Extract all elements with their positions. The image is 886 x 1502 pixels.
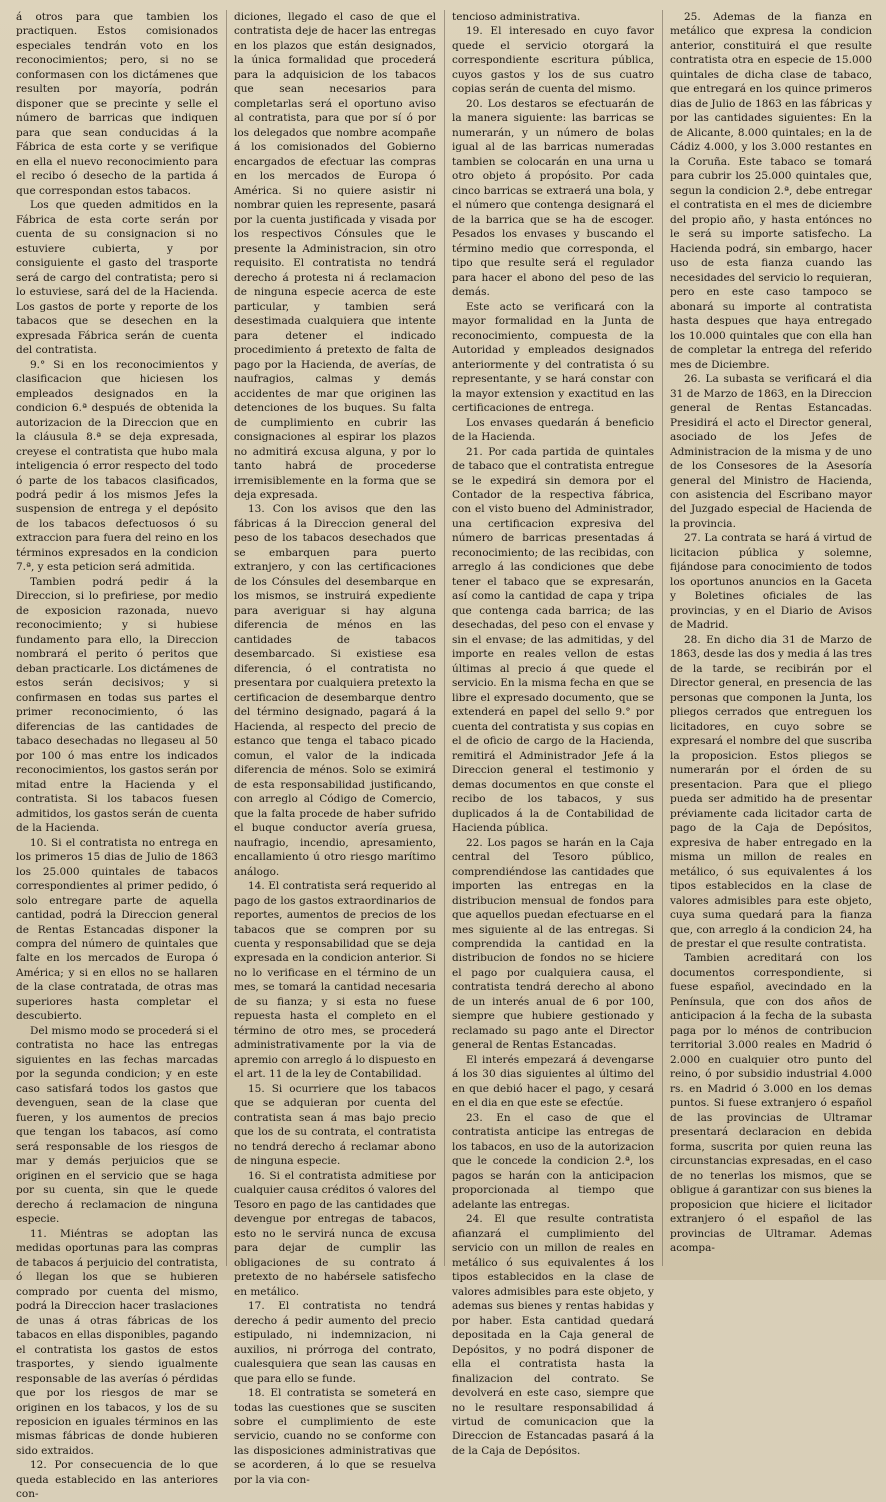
paragraph: 27. La contrata se hará á virtud de licitacion pública y solemne, fijándose para conocimiento de todos los oportunos anuncios en la Gaceta y Boletines oficiales de las provincias, y en el Diario de Avisos de Madrid. [670, 532, 872, 632]
column-2 [226, 10, 436, 1486]
paragraph: Este acto se verificará con la mayor formalidad en la Junta de reconocimiento, compuesta de la Autoridad y empleados designados anteriormente y del contratista ó su representante, y se hará constar con la mayor extension y exactitud en las certificaciones de entrega. [452, 300, 654, 415]
paragraph: 26. La subasta se verificará el dia 31 de Marzo de 1863, en la Direccion general de Rentas Estancadas. Presidirá el acto el Director general, asociado de los Jefes de Administracion de la misma y de uno de los Consesores de la Asesoría general del Ministro de Hacienda, con asistencia del Escribano mayor del Juzgado especial de Hacienda de la provincia. [670, 373, 872, 530]
paragraph: Los que queden admitidos en la Fábrica de esta corte serán por cuenta de su consignacion si no estuviere cubierta, y por consiguiente el gasto del trasporte será de cargo del contratista; pero si lo estuviese, sará del de la Hacienda. Los gastos de porte y reporte de los tabacos que se desechen en la expresada Fábrica serán de cuenta del contratista. [16, 199, 218, 357]
paragraph: 19. El interesado en cuyo favor quede el servicio otorgará la correspondiente escritura pública, cuyos gastos y los de sus cuatro copias serán de cuenta del mismo. [452, 25, 654, 96]
paragraph: 23. En el caso de que el contratista anticipe las entregas de los tabacos, en uso de la autorizacion que le concede la condicion 2.ª, los pagos se harán con la anticipacion proporcionada al tiempo que adelante las entregas. [452, 1111, 654, 1211]
paragraph: 17. El contratista no tendrá derecho á pedir aumento del precio estipulado, ni indemnizacion, ni auxilios, ni prórroga del contrato, cualesquiera que sean las causas en que para ello se funde. [234, 1300, 436, 1385]
paragraph: á otros para que tambien los practiquen. Estos comisionados especiales tendrán voto en los reconocimientos; pero, si no se conformasen con los dictámenes que resulten por mayoría, podrán disponer que se precinte y selle el número de barricas que indiquen para que sean conducidas á la Fábrica de esta corte y se verifique en ella el nuevo reconocimiento para el recibo ó desecho de la partida á que correspondan estos tabacos. [16, 11, 218, 197]
paragraph: 22. Los pagos se harán en la Caja central del Tesoro público, comprendiéndose las cantidades que importen las entregas en la distribucion mensual de fondos para que aquellos puedan efectuarse en el mes siguiente al de las entregas. Si comprendida la cantidad en la distribucion de fondos no se hiciere el pago por cualquiera causa, el contratista tendrá derecho al abono de un interés anual de 6 por 100, siempre que hubiere gestionado y reclamado su pago ante el Director general de Rentas Estancadas. [452, 836, 654, 1052]
paragraph: Del mismo modo se procederá si el contratista no hace las entregas siguientes en las fechas marcadas por la segunda condicion; y en este caso satisfará todos los gastos que devenguen, sean de la clase que fueren, y los aumentos de precios que tengan los tabacos, así como será responsable de los riesgos de mar y demás perjuicios que se originen en el servicio que se haga por su cuenta, sin que le quede derecho á reclamacion de ninguna especie. [16, 1024, 218, 1226]
paragraph: 11. Miéntras se adoptan las medidas oportunas para las compras de tabacos á perjuicio del contratista, ó llegan los que se hubieren comprado por cuenta del mismo, podrá la Direccion hacer traslaciones de unas á otras fábricas de los tabacos en ellas disponibles, pagando el contratista los gastos de estos trasportes, y siendo igualmente responsable de las averías ó pérdidas que por los riesgos de mar se originen en los tabacos, y los de su reposicion en iguales términos en las mismas fábricas de donde hubieren sido extraidos. [16, 1227, 218, 1457]
paragraph: 14. El contratista será requerido al pago de los gastos extraordinarios de reportes, aumentos de precios de los tabacos que se compren por su cuenta y responsabilidad que se deja expresada en la condicion anterior. Si no lo verificase en el término de un mes, se tomará la cantidad necesaria de su fianza; y si esta no fuese repuesta hasta el completo en el término de otro mes, se procederá administrativamente por la via de apremio con arreglo á lo dispuesto en el art. 11 de la ley de Contabilidad. [234, 880, 436, 1081]
paragraph: 10. Si el contratista no entrega en los primeros 15 dias de Julio de 1863 los 25.000 quintales de tabacos correspondientes al primer pedido, ó solo entregare parte de aquella cantidad, podrá la Direccion general de Rentas Estancadas disponer la compra del número de quintales que falte en los mercados de Europa ó América; y si en ellos no se hallaren de la clase contratada, de otras mas superiores hasta completar el descubierto. [16, 836, 218, 1023]
column-4 [662, 10, 872, 1266]
paragraph: 9.° Si en los reconocimientos y clasificacion que hiciesen los empleados designados en la condicion 6.ª después de obtenida la autorizacion de la Direccion que en la cláusula 8.ª se deja expresada, creyese el contratista que hubo mala inteligencia ó error respecto del todo ó parte de los tabacos clasificados, podrá pedir á los mismos Jefes la suspension de entrega y el depósito de los tabacos defectuosos ó su extraccion para fuera del reino en los términos expresados en la condicion 7.ª, y esta peticion será admitida. [16, 358, 218, 574]
column-3 [444, 10, 654, 1457]
paragraph: 18. El contratista se someterá en todas las cuestiones que se susciten sobre el cumplimiento de este servicio, cuando no se conforme con las disposiciones administrativas que se acorderen, á lo que se resuelva por la via con- [234, 1387, 436, 1486]
paragraph: 12. Por consecuencia de lo que queda establecido en las anteriores con- [16, 1459, 218, 1501]
paragraph: Tambien acreditará con los documentos correspondiente, si fuese español, avecindado en la Península, que con dos años de anticipacion á la fecha de la subasta paga por lo ménos de contribucion territorial 3.000 reales en Madrid ó 2.000 en cualquier otro punto del reino, ó por subsidio industrial 4.000 rs. en Madrid ó 3.000 en los demas puntos. Si fuese extranjero ó español de las provincias de Ultramar presentará declaracion en debida forma, suscrita por quien reuna las circunstancias expresadas, en el caso de no tenerlas los mismos, que se obligue á garantizar con sus bienes la proposicion que hiciere el licitador extranjero ó el español de las provincias de Ultramar. Ademas acompa- [670, 952, 872, 1255]
paragraph: 15. Si ocurriere que los tabacos que se adquieran por cuenta del contratista sean á mas bajo precio que los de su contrata, el contratista no tendrá derecho á reclamar abono de ninguna especie. [234, 1082, 436, 1168]
paragraph: diciones, llegado el caso de que el contratista deje de hacer las entregas en los plazos que están designados, la única formalidad que procederá para la adquisicion de los tabacos que sean necesarios para completarlas será el oportuno aviso al contratista, para que por sí ó por los delegados que nombre acompañe á los comisionados del Gobierno encargados de efectuar las compras en los mercados de Europa ó América. Si no quiere asistir ni nombrar quien les represente, pasará por la cuenta justificada y visada por los respectivos Cónsules que le presente la Administracion, sin otro requisito. El contratista no tendrá derecho á protesta ni á reclamacion de ninguna especie acerca de este particular, y tambien será desestimada cualquiera que intente para detener el indicado procedimiento á pretexto de falta de pago por la Hacienda, de averías, de naufragios, calmas y demás accidentes de mar que originen las detenciones de los buques. Su falta de cumplimiento en cubrir las consignaciones al espirar los plazos no admitirá excusa alguna, y por lo tanto habrá de procederse irremisiblemente en la forma que se deja expresada. [234, 11, 436, 501]
paragraph: 21. Por cada partida de quintales de tabaco que el contratista entregue se le expedirá sin demora por el Contador de la respectiva fábrica, con el visto bueno del Administrador, una certificacion expresiva del número de barricas presentadas á reconocimiento; de las recibidas, con arreglo á las condiciones que debe tener el tabaco que se expresarán, así como la cantidad de capa y tripa que contenga cada barrica; de las desechadas, del peso con el envase y sin el envase; de las admitidas, y del importe en reales vellon de estas últimas al precio á que quede el servicio. En la misma fecha en que se libre el expresado documento, que se extenderá en papel del sello 9.° por cuenta del contratista y sus copias en el de oficio de cargo de la Hacienda, remitirá el Administrador Jefe á la Direccion general el testimonio y demas documentos en que conste el recibo de los tabacos, y sus duplicados á la de Contabilidad de Hacienda pública. [452, 445, 654, 835]
paragraph: Tambien podrá pedir á la Direccion, si lo prefiriese, por medio de exposicion razonada, nuevo reconocimiento; y si hubiese fundamento para ello, la Direccion nombrará el perito ó peritos que deban practicarle. Los dictámenes de estos serán decisivos; y si confirmasen en todas sus partes el primer reconocimiento, ó las diferencias de las cantidades de tabaco desechadas no llegaseu al 50 por 100 ó mas entre los indicados reconocimientos, los gastos serán por mitad entre la Hacienda y el contratista. Si los tabacos fuesen admitidos, los gastos serán de cuenta de la Hacienda. [16, 575, 218, 835]
paragraph: 16. Si el contratista admitiese por cualquier causa créditos ó valores del Tesoro en pago de las cantidades que devengue por entregas de tabacos, esto no le servirá nunca de excusa para dejar de cumplir las obligaciones de su contrato á pretexto de no habérsele satisfecho en metálico. [234, 1169, 436, 1298]
paragraph: 20. Los destaros se efectuarán de la manera siguiente: las barricas se numerarán, y un número de bolas igual al de las barricas numeradas tambien se colocarán en una urna u otro objeto á propósito. Por cada cinco barricas se extraerá una bola, y el número que contenga designará el de la barrica que se ha de escoger. Pesados los envases y buscando el término medio que corresponda, el tipo que resulte será el regulador para hacer el abono del peso de las demás. [452, 97, 654, 299]
paragraph: tencioso administrativa. [452, 11, 581, 23]
paragraph: 25. Ademas de la fianza en metálico que expresa la condicion anterior, constituirá el que resulte contratista otra en especie de 15.000 quintales de dicha clase de tabaco, que entregará en los quince primeros dias de Julio de 1863 en las fábricas y por las cantidades siguientes: En la de Alicante, 8.000 quintales; en la de Cádiz 4.000, y los 3.000 restantes en la Coruña. Este tabaco se tomará para cubrir los 25.000 quintales que, segun la condicion 2.ª, debe entregar el contratista en el mes de diciembre del propio año, y hasta entónces no le será su importe satisfecho. La Hacienda podrá, sin embargo, hacer uso de esta fianza cuando las necesidades del servicio lo requieran, pero en este caso tampoco se abonará su importe al contratista hasta despues que haya entregado los 10.000 quintales que con ella han de completar la entrega del referido mes de Diciembre. [670, 11, 872, 371]
paragraph: Los envases quedarán á beneficio de la Hacienda. [452, 416, 654, 444]
paragraph: 24. El que resulte contratista afianzará el cumplimiento del servicio con un millon de reales en metálico ó sus equivalentes á los tipos establecidos en la clase de valores admisibles para este objeto, y ademas sus bienes y rentas habidas y por haber. Esta cantidad quedará depositada en la Caja general de Depósitos, y no podrá disponer de ella el contratista hasta la finalizacion del contrato. Se devolverá en este caso, siempre que no le resultare responsabilidad á virtud de comunicacion que la Direccion de Estancadas pasará á la de la Caja de Depósitos. [452, 1213, 654, 1457]
column-1 [16, 10, 218, 1501]
paragraph: 28. En dicho dia 31 de Marzo de 1863, desde las dos y media á las tres de la tarde, se recibirán por el Director general, en presencia de las personas que componen la Junta, los pliegos cerrados que entreguen los licitadores, en cuyo sobre se expresará el nombre del que suscriba la proposicion. Estos pliegos se numerarán por el órden de su presentacion. Para que el pliego pueda ser admitido ha de presentar préviamente cada licitador carta de pago de la Caja de Depósitos, expresiva de haber entregado en la misma un millon de reales en metálico, ó sus equivalentes á los tipos establecidos en la clase de valores admisibles para este objeto, cuya suma quedará para la fianza que, con arreglo á la condicion 24, ha de prestar el que resulte contratista. [670, 633, 873, 950]
paragraph: El interés empezará á devengarse á los 30 dias siguientes al último del en que debió hacer el pago, y cesará en el dia en que este se efectúe. [452, 1053, 654, 1110]
text-columns [16, 10, 873, 1501]
paragraph: 13. Con los avisos que den las fábricas á la Direccion general del peso de los tabacos desechados que se embarquen para puerto extranjero, y con las certificaciones de los Cónsules del desembarque en los mismos, se instruirá expediente para averiguar si hay alguna diferencia de ménos en las cantidades de tabacos desembarcado. Si existiese esa diferencia, ó el contratista no presentara por cualquiera pretexto la certificacion de desembarque dentro del término designado, pagará á la Hacienda, al respecto del precio de estanco que tenga el tabaco picado comun, el valor de la indicada diferencia de ménos. Solo se eximirá de esta responsabilidad justificando, con arreglo al Código de Comercio, que la falta procede de haber sufrido el buque conductor avería gruesa, naufragio, incendio, apresamiento, encallamiento ú otro riesgo marítimo análogo. [234, 503, 436, 878]
